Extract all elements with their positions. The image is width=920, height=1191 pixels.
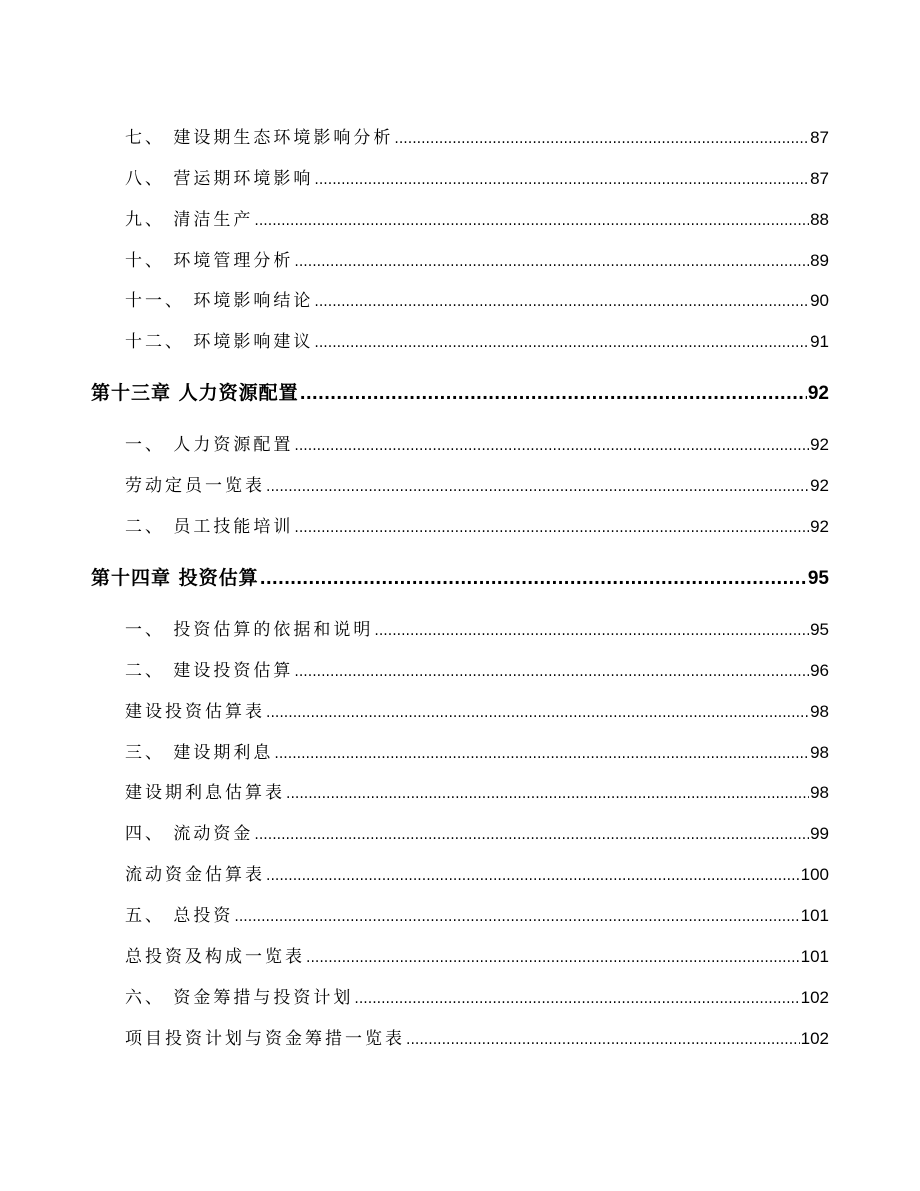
toc-entry-label: 七、 建设期生态环境影响分析 <box>125 128 394 148</box>
toc-dot-leader <box>374 623 809 639</box>
toc-entry-label: 建设投资估算表 <box>125 702 265 722</box>
toc-entry-page: 101 <box>800 947 829 966</box>
toc-entry[interactable] <box>125 656 829 681</box>
toc-dot-leader <box>260 569 807 588</box>
toc-entry[interactable] <box>125 205 829 230</box>
toc-entry-label: 总投资及构成一览表 <box>125 947 305 967</box>
toc-entry[interactable] <box>125 901 829 926</box>
toc-entry-page: 92 <box>810 476 829 495</box>
toc-entry-label: 十一、 环境影响结论 <box>125 291 314 311</box>
toc-entry[interactable] <box>125 942 829 967</box>
toc-entry-label: 一、 投资估算的依据和说明 <box>125 620 374 640</box>
toc-entry[interactable] <box>125 778 829 803</box>
toc-entry-page: 96 <box>810 661 829 680</box>
toc-entry-page: 102 <box>800 1029 829 1048</box>
toc-entry-page: 100 <box>800 865 829 884</box>
toc-entry-label: 一、 人力资源配置 <box>125 435 294 455</box>
toc-dot-leader <box>294 254 809 270</box>
toc-entry[interactable] <box>125 738 829 763</box>
toc-entry-label: 建设期利息估算表 <box>125 783 285 803</box>
toc-entry-page: 90 <box>810 291 829 310</box>
toc-chapter-page: 95 <box>807 568 829 589</box>
toc-dot-leader <box>294 520 809 536</box>
toc-entry-label: 九、 清洁生产 <box>125 210 254 230</box>
toc-chapter-label: 第十四章 投资估算 <box>91 567 259 589</box>
toc-dot-leader <box>286 786 809 802</box>
toc-dot-leader <box>314 335 809 351</box>
toc-entry[interactable] <box>125 471 829 496</box>
toc-entry[interactable] <box>125 430 829 455</box>
toc-dot-leader <box>394 131 809 147</box>
toc-dot-leader <box>254 213 809 229</box>
toc-entry-page: 99 <box>810 824 829 843</box>
toc-entry-page: 98 <box>810 743 829 762</box>
toc-entry-label: 三、 建设期利息 <box>125 743 274 763</box>
toc-dot-leader <box>274 746 809 762</box>
toc-dot-leader <box>354 991 799 1007</box>
toc-entry-page: 98 <box>810 702 829 721</box>
toc-entry[interactable] <box>125 697 829 722</box>
toc-entry[interactable] <box>125 286 829 311</box>
toc-entry-label: 六、 资金筹措与投资计划 <box>125 988 354 1008</box>
toc-entry[interactable] <box>125 860 829 885</box>
toc-entry-label: 十、 环境管理分析 <box>125 251 294 271</box>
toc-dot-leader <box>294 438 809 454</box>
toc-entry[interactable] <box>125 1024 829 1049</box>
toc-entry[interactable] <box>125 512 829 537</box>
toc-entry-label: 十二、 环境影响建议 <box>125 332 314 352</box>
toc-entry[interactable] <box>125 327 829 352</box>
toc-entry[interactable] <box>125 123 829 148</box>
toc-dot-leader <box>266 479 809 495</box>
toc-entry-label: 四、 流动资金 <box>125 824 254 844</box>
toc-dot-leader <box>406 1032 800 1048</box>
toc-entry-label: 八、 营运期环境影响 <box>125 169 314 189</box>
toc-entry[interactable] <box>125 983 829 1008</box>
toc-dot-leader <box>266 705 809 721</box>
toc-entry-label: 项目投资计划与资金筹措一览表 <box>125 1029 405 1049</box>
toc-entry-page: 92 <box>810 517 829 536</box>
toc-entry-label: 流动资金估算表 <box>125 865 265 885</box>
toc-dot-leader <box>306 950 800 966</box>
toc-entry-page: 101 <box>800 906 829 925</box>
toc-chapter-entry[interactable] <box>91 563 829 590</box>
toc-dot-leader <box>294 664 809 680</box>
toc-dot-leader <box>314 172 809 188</box>
toc-chapter-page: 92 <box>807 383 829 404</box>
toc-entry-page: 92 <box>810 435 829 454</box>
toc-entry[interactable] <box>125 819 829 844</box>
toc-chapter-label: 第十三章 人力资源配置 <box>91 382 299 404</box>
toc-dot-leader <box>266 868 800 884</box>
toc-entry[interactable] <box>125 164 829 189</box>
toc-entry-page: 102 <box>800 988 829 1007</box>
toc-chapter-entry[interactable] <box>91 378 829 405</box>
toc-dot-leader <box>300 384 807 403</box>
toc-dot-leader <box>314 294 809 310</box>
toc-dot-leader <box>234 909 799 925</box>
toc-entry-label: 劳动定员一览表 <box>125 476 265 496</box>
toc-entry-label: 二、 建设投资估算 <box>125 661 294 681</box>
toc-entry-page: 91 <box>810 332 829 351</box>
toc-entry-label: 二、 员工技能培训 <box>125 517 294 537</box>
toc-entry-page: 98 <box>810 783 829 802</box>
toc-entry[interactable] <box>125 246 829 271</box>
toc-dot-leader <box>254 827 809 843</box>
toc-entry-page: 87 <box>810 169 829 188</box>
toc-entry-page: 89 <box>810 251 829 270</box>
toc-entry-page: 87 <box>810 128 829 147</box>
toc-entry-label: 五、 总投资 <box>125 906 234 926</box>
toc-entry-page: 95 <box>810 620 829 639</box>
toc-entry[interactable] <box>125 615 829 640</box>
toc-entry-page: 88 <box>810 210 829 229</box>
